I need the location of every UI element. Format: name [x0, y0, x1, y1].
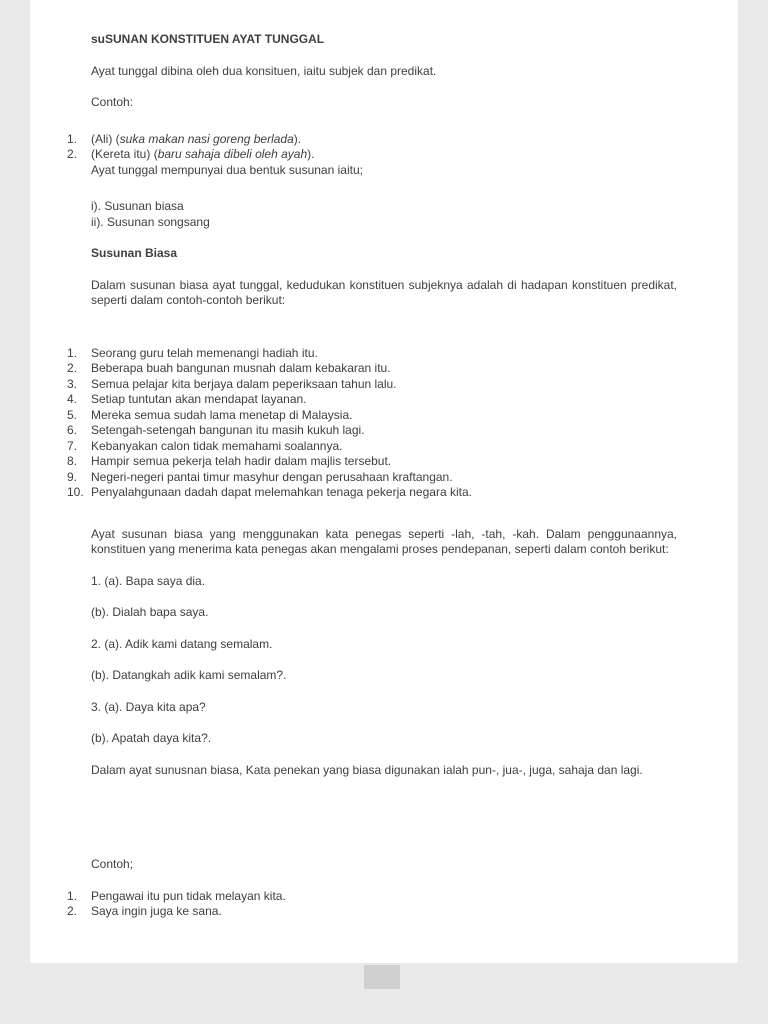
list-item-number: 7. — [67, 438, 78, 453]
example-list — [67, 132, 677, 163]
ab-example-line: (b). Datangkah adik kami semalam?. — [91, 668, 287, 682]
list-item-text: Pengawai itu pun tidak melayan kita. — [91, 888, 286, 903]
list-item — [67, 904, 677, 920]
list-item — [67, 408, 677, 424]
list-item-text — [91, 132, 677, 148]
list-item — [67, 439, 677, 455]
document-page — [30, 0, 738, 963]
list-item-number: 10. — [67, 485, 84, 499]
list-item — [67, 132, 677, 148]
list-item-text: Semua pelajar kita berjaya dalam peperiksaan tahun lalu. — [91, 376, 397, 391]
inter-page-gap — [0, 963, 768, 1024]
list-item-number: 1. — [67, 888, 78, 903]
susunan-type-line: i). Susunan biasa — [91, 199, 184, 213]
ab-example-line: (b). Dialah bapa saya. — [91, 605, 209, 619]
ab-example-line: 1. (a). Bapa saya dia. — [91, 573, 206, 588]
list-item-number: 6. — [67, 423, 78, 437]
contoh-label: Contoh: — [91, 95, 134, 109]
list-item-text: Penyalahgunaan dadah dapat melemahkan tenaga pekerja negara kita. — [91, 485, 472, 499]
list-item-text: Setiap tuntutan akan mendapat layanan. — [91, 392, 307, 406]
section-heading: Susunan Biasa — [91, 246, 178, 260]
section-intro-paragraph: Dalam susunan biasa ayat tunggal, kedudukan konstituen subjeknya adalah di hadapan konstituen predikat, seperti dalam contoh-contoh berikut: — [91, 277, 677, 307]
list-item-text: Setengah-setengah bangunan itu masih kukuh lagi. — [91, 423, 365, 437]
ab-example-line: (b). Apatah daya kita?. — [91, 731, 212, 745]
list-item-text-italic: suka makan nasi goreng berlada — [119, 131, 294, 146]
list-item — [67, 470, 677, 486]
list-item-text: Beberapa buah bangunan musnah dalam kebakaran itu. — [91, 361, 391, 375]
list-item-text-post: ). — [307, 147, 315, 161]
list-item-text: Saya ingin juga ke sana. — [91, 904, 222, 918]
list-item-number: 4. — [67, 392, 78, 406]
contoh2-label: Contoh; — [91, 857, 134, 871]
list-item-text — [91, 147, 677, 163]
next-page-indicator — [364, 965, 400, 989]
list-item — [67, 485, 677, 501]
list-item — [67, 377, 677, 393]
list-item-text: Mereka semua sudah lama menetap di Malaysia. — [91, 407, 353, 422]
list-item-number: 2. — [67, 147, 78, 161]
list-item-text: Seorang guru telah memenangi hadiah itu. — [91, 345, 318, 360]
list-item-number: 8. — [67, 454, 78, 468]
list-item-number: 3. — [67, 376, 78, 391]
list-item-text-italic: baru sahaja dibeli oleh ayah — [157, 147, 308, 161]
list-item — [67, 361, 677, 377]
susunan-type-line: ii). Susunan songsang — [91, 214, 210, 229]
list-item-text: Negeri-negeri pantai timur masyhur dengan perusahaan kraftangan. — [91, 469, 453, 484]
list-item-number: 1. — [67, 131, 78, 146]
list-item-number: 2. — [67, 361, 78, 375]
list-item-text: Kebanyakan calon tidak memahami soalannya. — [91, 438, 343, 453]
document-title: suSUNAN KONSTITUEN AYAT TUNGGAL — [91, 32, 325, 46]
list-item-number: 5. — [67, 407, 78, 422]
list-item-text-pre: (Ali) ( — [91, 131, 120, 146]
list-item-text-pre: (Kereta itu) ( — [91, 147, 158, 161]
after-examples-paragraph: Ayat tunggal mempunyai dua bentuk susunan iaitu; — [91, 162, 363, 177]
list-item-number: 9. — [67, 469, 78, 484]
ab-example-line: 3. (a). Daya kita apa? — [91, 699, 206, 714]
list-item — [67, 454, 677, 470]
intro-paragraph: Ayat tunggal dibina oleh dua konsituen, iaitu subjek dan predikat. — [91, 63, 437, 78]
list-item-number: 1. — [67, 345, 78, 360]
list-item — [67, 423, 677, 439]
list-item-number: 2. — [67, 904, 78, 918]
penekan-paragraph: Dalam ayat sunusnan biasa, Kata penekan yang biasa digunakan ialah pun-, jua-, juga, sahaja dan lagi. — [91, 762, 643, 777]
penegas-paragraph: Ayat susunan biasa yang menggunakan kata penegas seperti -lah, -tah, -kah. Dalam penggunaannya, konstituen yang menerima kata penegas akan mengalami proses pendepanan, seperti dalam contoh berikut: — [91, 526, 677, 556]
final-list — [67, 889, 677, 920]
susunan-biasa-list — [67, 346, 677, 501]
list-item — [67, 889, 677, 905]
list-item — [67, 147, 677, 163]
list-item-text: Hampir semua pekerja telah hadir dalam majlis tersebut. — [91, 454, 392, 468]
list-item — [67, 392, 677, 408]
ab-example-line: 2. (a). Adik kami datang semalam. — [91, 636, 273, 651]
list-item — [67, 346, 677, 362]
list-item-text-post: ). — [293, 131, 302, 146]
